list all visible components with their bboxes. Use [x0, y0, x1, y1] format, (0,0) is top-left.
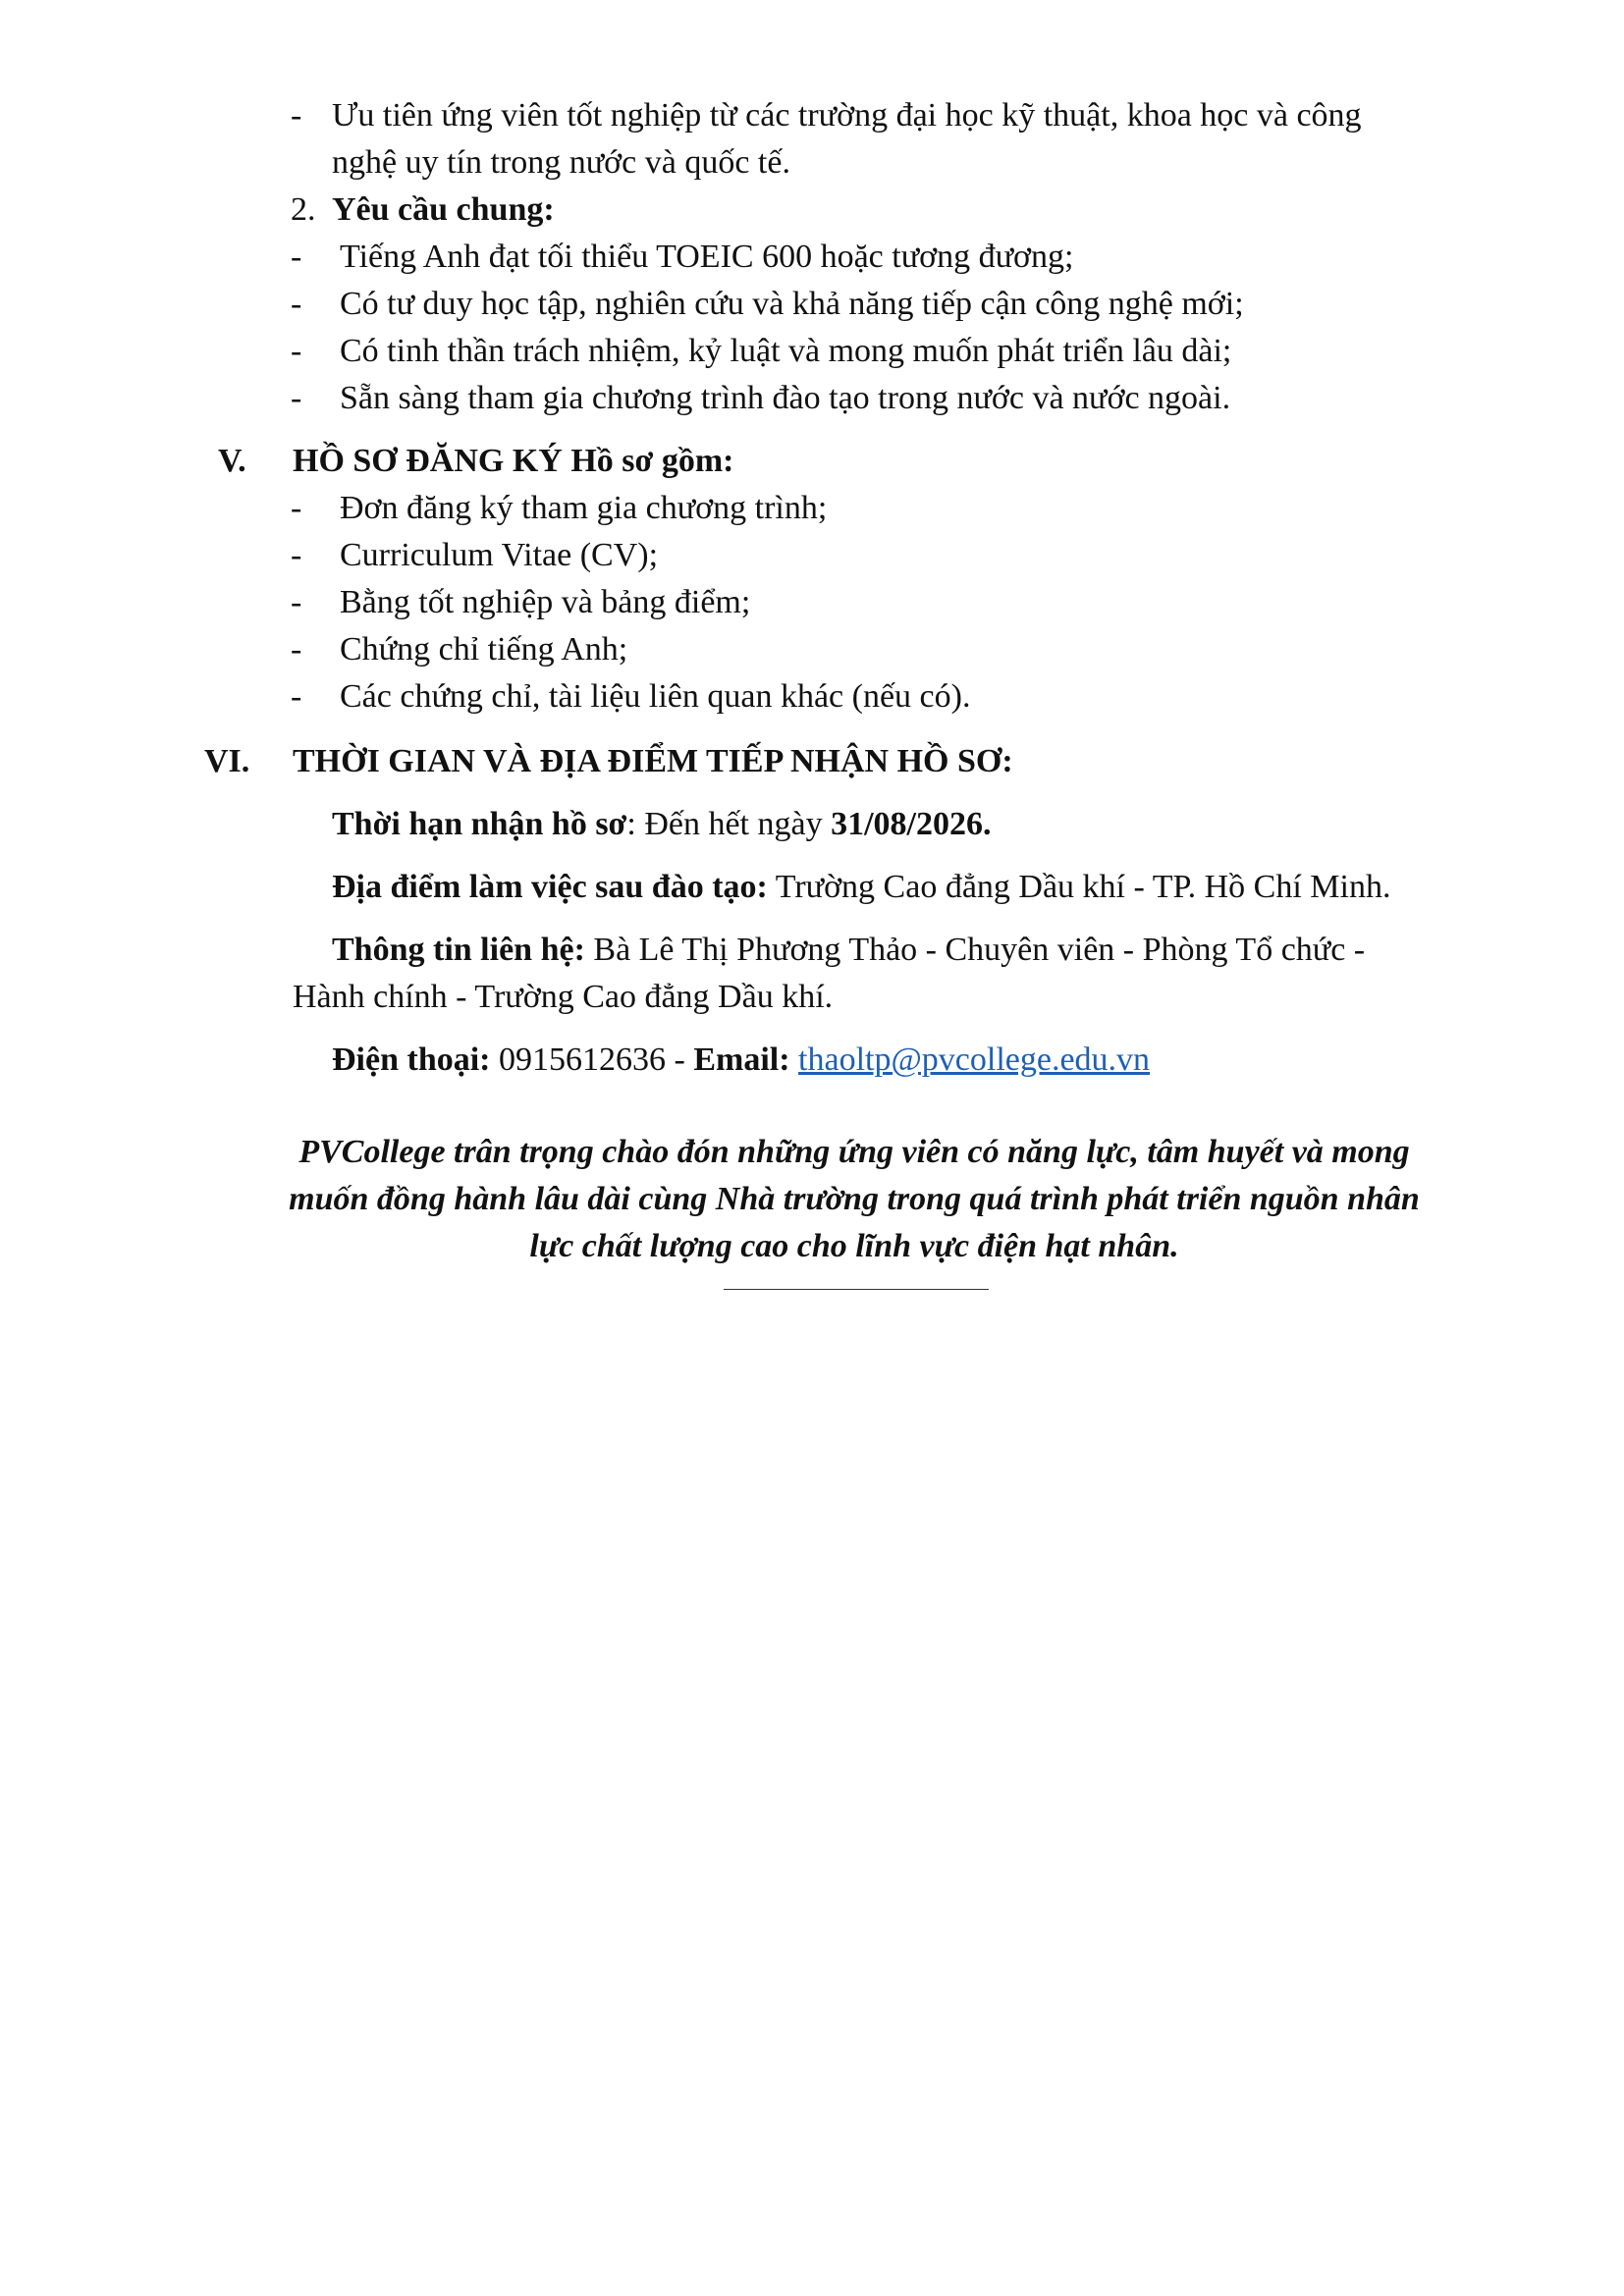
bullet-marker: - — [291, 380, 302, 416]
general-requirements-number: 2. — [291, 191, 316, 228]
phone-value: 0915612636 - — [490, 1041, 694, 1078]
bullet-marker: - — [291, 631, 302, 667]
deadline-label: Thời hạn nhận hồ sơ — [332, 806, 627, 842]
bullet-marker: - — [291, 239, 302, 275]
list-item-text: Có tư duy học tập, nghiên cứu và khả năng tiếp cận công nghệ mới; — [340, 286, 1244, 322]
contact-line-1 — [332, 927, 1365, 974]
email-link[interactable]: thaoltp@pvcollege.edu.vn — [798, 1041, 1151, 1078]
bullet-marker: - — [291, 537, 302, 573]
list-item-text: Tiếng Anh đạt tối thiểu TOEIC 600 hoặc tương đương; — [340, 239, 1074, 275]
spacer — [790, 1041, 799, 1078]
email-label: Email: — [693, 1041, 790, 1078]
contact-value: Bà Lê Thị Phương Thảo - Chuyên viên - Phòng Tổ chức - — [584, 932, 1366, 968]
intro-bullet-line-1: Ưu tiên ứng viên tốt nghiệp từ các trường đại học kỹ thuật, khoa học và công — [332, 97, 1362, 133]
deadline-date: 31/08/2026. — [831, 806, 992, 842]
bullet-marker: - — [291, 97, 302, 133]
list-item-text: Sẵn sàng tham gia chương trình đào tạo trong nước và nước ngoài. — [340, 380, 1231, 416]
closing-divider — [724, 1289, 989, 1290]
section-numeral: VI. — [204, 743, 250, 779]
list-item-text: Curriculum Vitae (CV); — [340, 537, 659, 573]
section-heading: THỜI GIAN VÀ ĐỊA ĐIỂM TIẾP NHẬN HỒ SƠ: — [293, 743, 1013, 779]
phone-label: Điện thoại: — [332, 1041, 491, 1078]
closing-line-3: lực chất lượng cao cho lĩnh vực điện hạt nhân. — [529, 1228, 1179, 1264]
list-item-text: Các chứng chỉ, tài liệu liên quan khác (nếu có). — [340, 678, 971, 715]
intro-bullet-line-2: nghệ uy tín trong nước và quốc tế. — [332, 144, 790, 181]
bullet-marker: - — [291, 678, 302, 715]
list-item-text: Chứng chỉ tiếng Anh; — [340, 631, 628, 667]
bullet-marker: - — [291, 584, 302, 620]
closing-line-2: muốn đồng hành lâu dài cùng Nhà trường trong quá trình phát triển nguồn nhân — [289, 1181, 1420, 1217]
section-numeral: V. — [218, 443, 246, 479]
section-heading: HỒ SƠ ĐĂNG KÝ Hồ sơ gồm: — [293, 443, 734, 479]
bullet-marker: - — [291, 286, 302, 322]
general-requirements-title: Yêu cầu chung: — [332, 191, 555, 228]
bullet-marker: - — [291, 490, 302, 526]
list-item-text: Đơn đăng ký tham gia chương trình; — [340, 490, 828, 526]
contact-line-2: Hành chính - Trường Cao đẳng Dầu khí. — [293, 979, 834, 1015]
bullet-marker: - — [291, 333, 302, 369]
contact-label: Thông tin liên hệ: — [332, 932, 585, 968]
phone-email-line — [332, 1037, 1150, 1084]
deadline-text: : Đến hết ngày — [626, 806, 832, 842]
workplace-line — [332, 864, 1390, 911]
closing-line-1: PVCollege trân trọng chào đón những ứng viên có năng lực, tâm huyết và mong — [298, 1134, 1410, 1170]
deadline-line — [332, 801, 992, 848]
list-item-text: Có tinh thần trách nhiệm, kỷ luật và mong muốn phát triển lâu dài; — [340, 333, 1232, 369]
list-item-text: Bằng tốt nghiệp và bảng điểm; — [340, 584, 751, 620]
workplace-label: Địa điểm làm việc sau đào tạo: — [332, 869, 768, 905]
workplace-value: Trường Cao đẳng Dầu khí - TP. Hồ Chí Minh. — [767, 869, 1391, 905]
